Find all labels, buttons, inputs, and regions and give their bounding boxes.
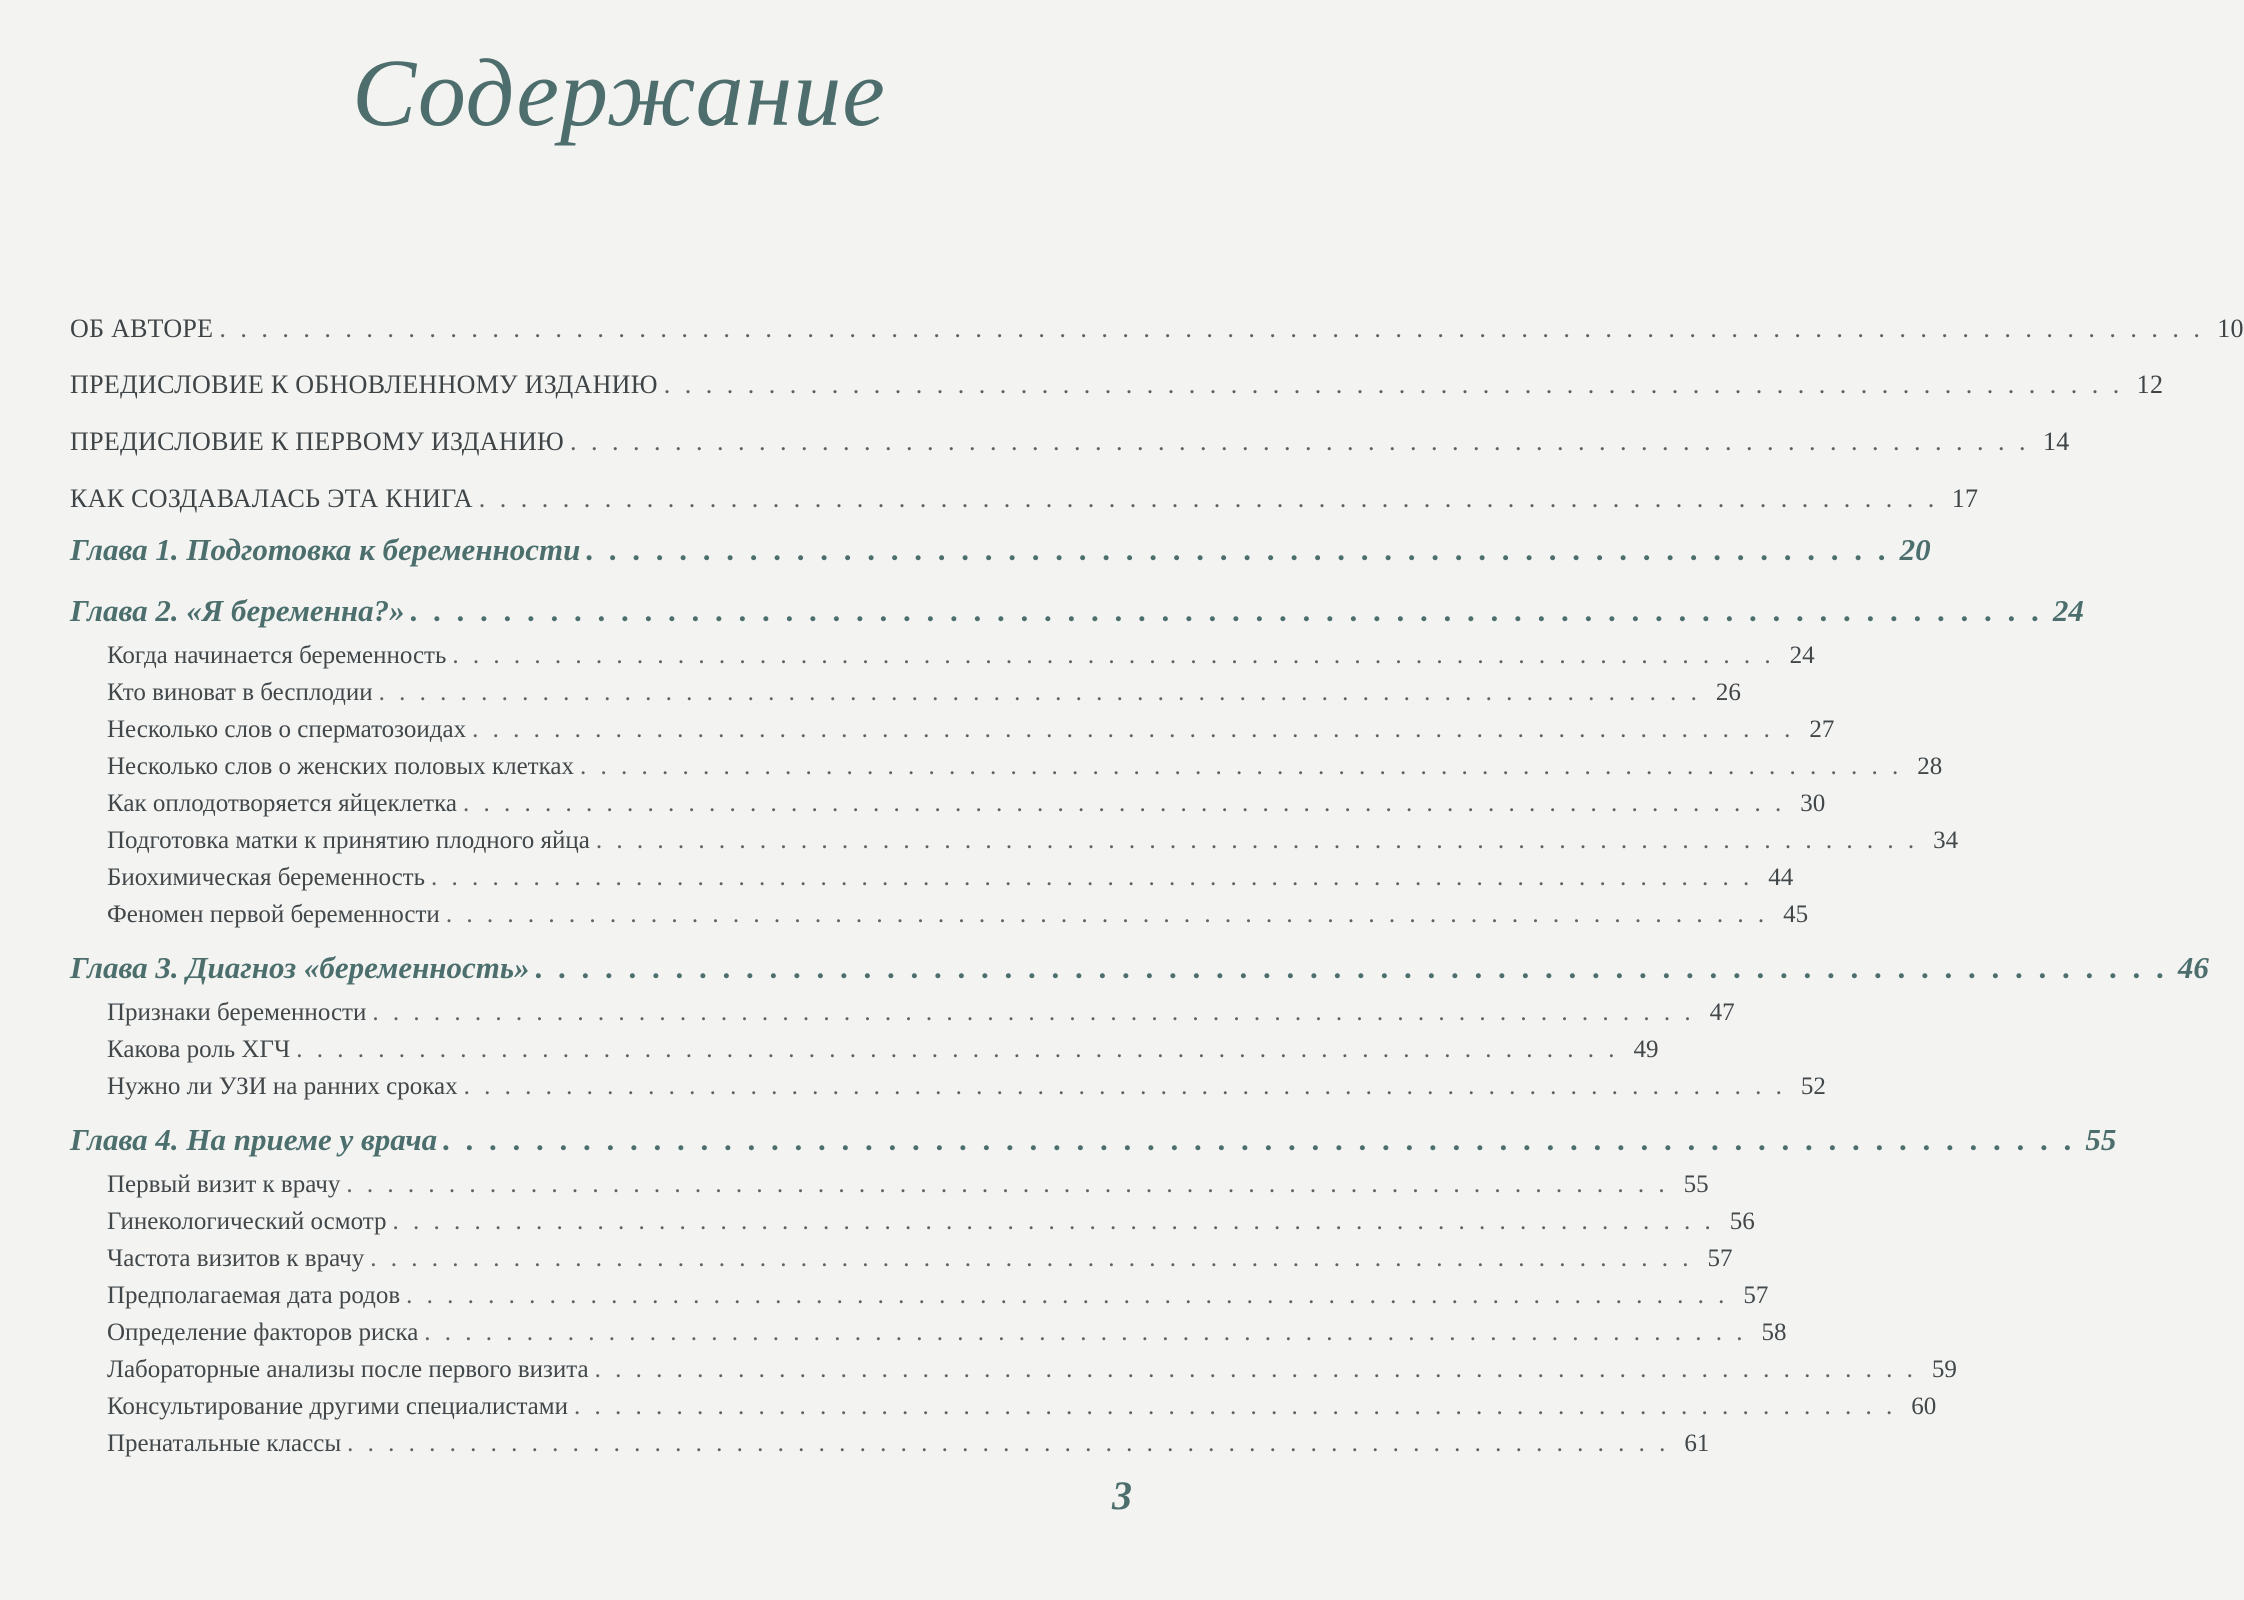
toc-subentry — [107, 1319, 1787, 1347]
toc-entry-label: ОБ АВТОРЕ — [70, 314, 214, 343]
toc-subentry-label: Как оплодотворяется яйцеклетка — [107, 790, 457, 817]
toc-subentry — [107, 1171, 1709, 1199]
toc-subentry-label: Консультирование другими специалистами — [107, 1393, 568, 1420]
toc-entry-page: 12 — [2136, 370, 2164, 399]
page-number: 3 — [1112, 1473, 1132, 1518]
toc-subentry-label: Частота визитов к врачу — [107, 1245, 365, 1272]
toc-chapter-label: Глава 1. Подготовка к беременности — [70, 532, 581, 567]
toc-subentry-page: 52 — [1800, 1073, 1826, 1100]
dot-leader: . . . . . . . . . . . . . . . . . . . . . . . . . . . . . . . . . . . . . . . . . . . . . . . . . . . . . . . . . . . . . . . . . — [378, 679, 1701, 706]
dot-leader: . . . . . . . . . . . . . . . . . . . . . . . . . . . . . . . . . . . . . . . . . . . . . . . . . . . . . . . . . . . . . . . . . . . . . . — [535, 950, 2169, 985]
dot-leader: . . . . . . . . . . . . . . . . . . . . . . . . . . . . . . . . . . . . . . . . . . . . . . . . . . . . . . . . . . . . . . . . . — [445, 901, 1769, 928]
toc-subentry-page: 58 — [1761, 1319, 1787, 1346]
dot-leader: . . . . . . . . . . . . . . . . . . . . . . . . . . . . . . . . . . . . . . . . . . . . . . . . . . . . . . . . . . . . . . . . . . . . . . — [443, 1122, 2077, 1157]
dot-leader: . . . . . . . . . . . . . . . . . . . . . . . . . . . . . . . . . . . . . . . . . . . . . . . . . . . . . . . . . . . . . . . . . — [595, 827, 1919, 854]
toc-subentry-page: 28 — [1917, 753, 1943, 780]
dot-leader: . . . . . . . . . . . . . . . . . . . . . . . . . . . . . . . . . . . . . . . . . . . . . . . . . . . . . . . . . . . . . . . . . — [463, 1073, 1786, 1100]
toc-subentry-label: Определение факторов риска — [107, 1319, 419, 1346]
toc-subentry — [107, 716, 1835, 744]
toc-subentry — [107, 753, 1943, 781]
toc-subentry-page: 34 — [1933, 827, 1959, 854]
toc-entry-label: ПРЕДИСЛОВИЕ К ОБНОВЛЕННОМУ ИЗДАНИЮ — [70, 370, 658, 399]
toc-entry-label: ПРЕДИСЛОВИЕ К ПЕРВОМУ ИЗДАНИЮ — [70, 427, 565, 456]
toc-subentry-page: 60 — [1911, 1393, 1937, 1420]
toc-subentry — [107, 999, 1735, 1027]
toc-subentry-label: Пренатальные классы — [107, 1430, 342, 1457]
toc-subentry — [107, 1245, 1733, 1273]
toc-entry-how-book-created — [70, 484, 1979, 514]
dot-leader: . . . . . . . . . . . . . . . . . . . . . . . . . . . . . . . . . . . . . . . . . . . . . . . . . . . . . . . . . . . . . . . . . — [579, 753, 1903, 780]
toc-subentry — [107, 864, 1794, 892]
dot-leader: . . . . . . . . . . . . . . . . . . . . . . . . . . . . . . . . . . . . . . . . . . . . . . . . . . . . . . . . . . . . . . . . . — [346, 1171, 1669, 1198]
toc-chapter-page: 55 — [2085, 1122, 2117, 1157]
toc-entry-page: 14 — [2042, 427, 2070, 456]
toc-subentry — [107, 1282, 1769, 1310]
toc-subentry-page: 59 — [1931, 1356, 1957, 1383]
toc-chapter-label: Глава 4. На приеме у врача — [70, 1122, 438, 1157]
toc-subentry — [107, 679, 1741, 707]
dot-leader: . . . . . . . . . . . . . . . . . . . . . . . . . . . . . . . . . . . . . . . . . . . . . . . . . . . . . . . . . . . . . . . . . . . . . . — [478, 484, 1939, 513]
dot-leader: . . . . . . . . . . . . . . . . . . . . . . . . . . . . . . . . . . . . . . . . . . . . . . . . . . . . . . . . . . . . . . . . . — [431, 864, 1754, 891]
toc-chapter-1 — [70, 532, 1931, 568]
dot-leader: . . . . . . . . . . . . . . . . . . . . . . . . . . . . . . . . . . . . . . . . . . . . . . . . . . . . . . . . . . . . . . . . . — [594, 1356, 1917, 1383]
toc-subentry-label: Когда начинается беременность — [107, 642, 447, 669]
dot-leader: . . . . . . . . . . . . . . . . . . . . . . . . . . . . . . . . . . . . . . . . . . . . . . . . . . . . . . . . — [586, 532, 1891, 567]
toc-subentry-label: Биохимическая беременность — [107, 864, 425, 891]
toc-subentry-page: 47 — [1709, 999, 1735, 1026]
toc-subentry — [107, 1393, 1937, 1421]
dot-leader: . . . . . . . . . . . . . . . . . . . . . . . . . . . . . . . . . . . . . . . . . . . . . . . . . . . . . . . . . . . . . . . . . — [462, 790, 1786, 817]
toc-subentry — [107, 827, 1959, 855]
toc-entry-about-author — [70, 314, 2244, 344]
toc-chapter-page: 20 — [1899, 532, 1931, 567]
toc-subentry — [107, 1073, 1826, 1101]
toc-subentry-page: 57 — [1707, 1245, 1733, 1272]
toc-subentry-label: Лабораторные анализы после первого визита — [107, 1356, 589, 1383]
toc-subentry-page: 55 — [1683, 1171, 1709, 1198]
dot-leader: . . . . . . . . . . . . . . . . . . . . . . . . . . . . . . . . . . . . . . . . . . . . . . . . . . . . . . . . . . . . . . . . . — [370, 1245, 1693, 1272]
toc-subentry-page: 61 — [1684, 1430, 1710, 1457]
dot-leader: . . . . . . . . . . . . . . . . . . . . . . . . . . . . . . . . . . . . . . . . . . . . . . . . . . . . . . . . . . . . . . . . . — [452, 642, 1775, 669]
dot-leader: . . . . . . . . . . . . . . . . . . . . . . . . . . . . . . . . . . . . . . . . . . . . . . . . . . . . . . . . . . . . . . . . . — [372, 999, 1695, 1026]
toc-chapter-page: 46 — [2177, 950, 2209, 985]
toc-subentry — [107, 790, 1826, 818]
toc-entry-preface-updated — [70, 370, 2164, 400]
toc-subentry-label: Несколько слов о сперматозоидах — [107, 716, 467, 743]
dot-leader: . . . . . . . . . . . . . . . . . . . . . . . . . . . . . . . . . . . . . . . . . . . . . . . . . . . . . . . . . . . . . . . . . — [296, 1036, 1619, 1063]
dot-leader: . . . . . . . . . . . . . . . . . . . . . . . . . . . . . . . . . . . . . . . . . . . . . . . . . . . . . . . . . . . . . . . . . — [392, 1208, 1715, 1235]
toc-entry-label: КАК СОЗДАВАЛАСЬ ЭТА КНИГА — [70, 484, 473, 513]
toc-subentry-label: Предполагаемая дата родов — [107, 1282, 401, 1309]
dot-leader: . . . . . . . . . . . . . . . . . . . . . . . . . . . . . . . . . . . . . . . . . . . . . . . . . . . . . . . . . . . . . . . . . . . . . . — [410, 593, 2044, 628]
toc-subentry-page: 57 — [1743, 1282, 1769, 1309]
dot-leader: . . . . . . . . . . . . . . . . . . . . . . . . . . . . . . . . . . . . . . . . . . . . . . . . . . . . . . . . . . . . . . . . . . . . . . . . . . . . . . . . . . . . . . . . . . . . . . . — [219, 314, 2204, 343]
toc-subentry — [107, 642, 1815, 670]
toc-subentry-page: 44 — [1768, 864, 1794, 891]
page-title: Содержание — [352, 39, 886, 146]
toc-subentry-page: 45 — [1783, 901, 1809, 928]
toc-entry-page: 10 — [2217, 314, 2244, 343]
toc-subentry-page: 56 — [1729, 1208, 1755, 1235]
toc-chapter-3 — [70, 950, 2209, 986]
dot-leader: . . . . . . . . . . . . . . . . . . . . . . . . . . . . . . . . . . . . . . . . . . . . . . . . . . . . . . . . . . . . . . . . . — [573, 1393, 1897, 1420]
toc-entry-preface-first — [70, 427, 2070, 457]
toc-chapter-page: 24 — [2052, 593, 2084, 628]
toc-entry-page: 17 — [1951, 484, 1979, 513]
toc-subentry-label: Кто виноват в бесплодии — [107, 679, 373, 706]
toc-subentry — [107, 901, 1809, 929]
dot-leader: . . . . . . . . . . . . . . . . . . . . . . . . . . . . . . . . . . . . . . . . . . . . . . . . . . . . . . . . . . . . . . . . . — [347, 1430, 1670, 1457]
toc-subentry-page: 26 — [1715, 679, 1741, 706]
toc-subentry — [107, 1430, 1710, 1458]
toc-chapter-2 — [70, 593, 2084, 629]
toc-subentry-label: Признаки беременности — [107, 999, 367, 1026]
dot-leader: . . . . . . . . . . . . . . . . . . . . . . . . . . . . . . . . . . . . . . . . . . . . . . . . . . . . . . . . . . . . . . . . . — [424, 1319, 1747, 1346]
toc-subentry-page: 27 — [1809, 716, 1835, 743]
toc-subentry — [107, 1036, 1659, 1064]
toc-subentry-label: Феномен первой беременности — [107, 901, 440, 928]
toc-subentry-page: 24 — [1789, 642, 1815, 669]
toc-subentry-label: Несколько слов о женских половых клетках — [107, 753, 574, 780]
toc-subentry — [107, 1356, 1957, 1384]
dot-leader: . . . . . . . . . . . . . . . . . . . . . . . . . . . . . . . . . . . . . . . . . . . . . . . . . . . . . . . . . . . . . . . . . — [472, 716, 1795, 743]
dot-leader: . . . . . . . . . . . . . . . . . . . . . . . . . . . . . . . . . . . . . . . . . . . . . . . . . . . . . . . . . . . . . . . . . . . . . . — [663, 370, 2124, 399]
toc-subentry-page: 30 — [1800, 790, 1826, 817]
toc-subentry-label: Подготовка матки к принятию плодного яйца — [107, 827, 590, 854]
toc-subentry-label: Гинекологический осмотр — [107, 1208, 387, 1235]
toc-chapter-label: Глава 2. «Я беременна?» — [70, 593, 405, 628]
toc-subentry-label: Какова роль ХГЧ — [107, 1036, 291, 1063]
dot-leader: . . . . . . . . . . . . . . . . . . . . . . . . . . . . . . . . . . . . . . . . . . . . . . . . . . . . . . . . . . . . . . . . . . . . . . — [570, 427, 2030, 456]
toc-chapter-4 — [70, 1122, 2117, 1158]
toc-subentry — [107, 1208, 1755, 1236]
toc-subentry-label: Нужно ли УЗИ на ранних сроках — [107, 1073, 458, 1100]
toc-subentry-label: Первый визит к врачу — [107, 1171, 341, 1198]
toc-subentry-page: 49 — [1633, 1036, 1659, 1063]
toc-chapter-label: Глава 3. Диагноз «беременность» — [70, 950, 530, 985]
dot-leader: . . . . . . . . . . . . . . . . . . . . . . . . . . . . . . . . . . . . . . . . . . . . . . . . . . . . . . . . . . . . . . . . . — [406, 1282, 1729, 1309]
